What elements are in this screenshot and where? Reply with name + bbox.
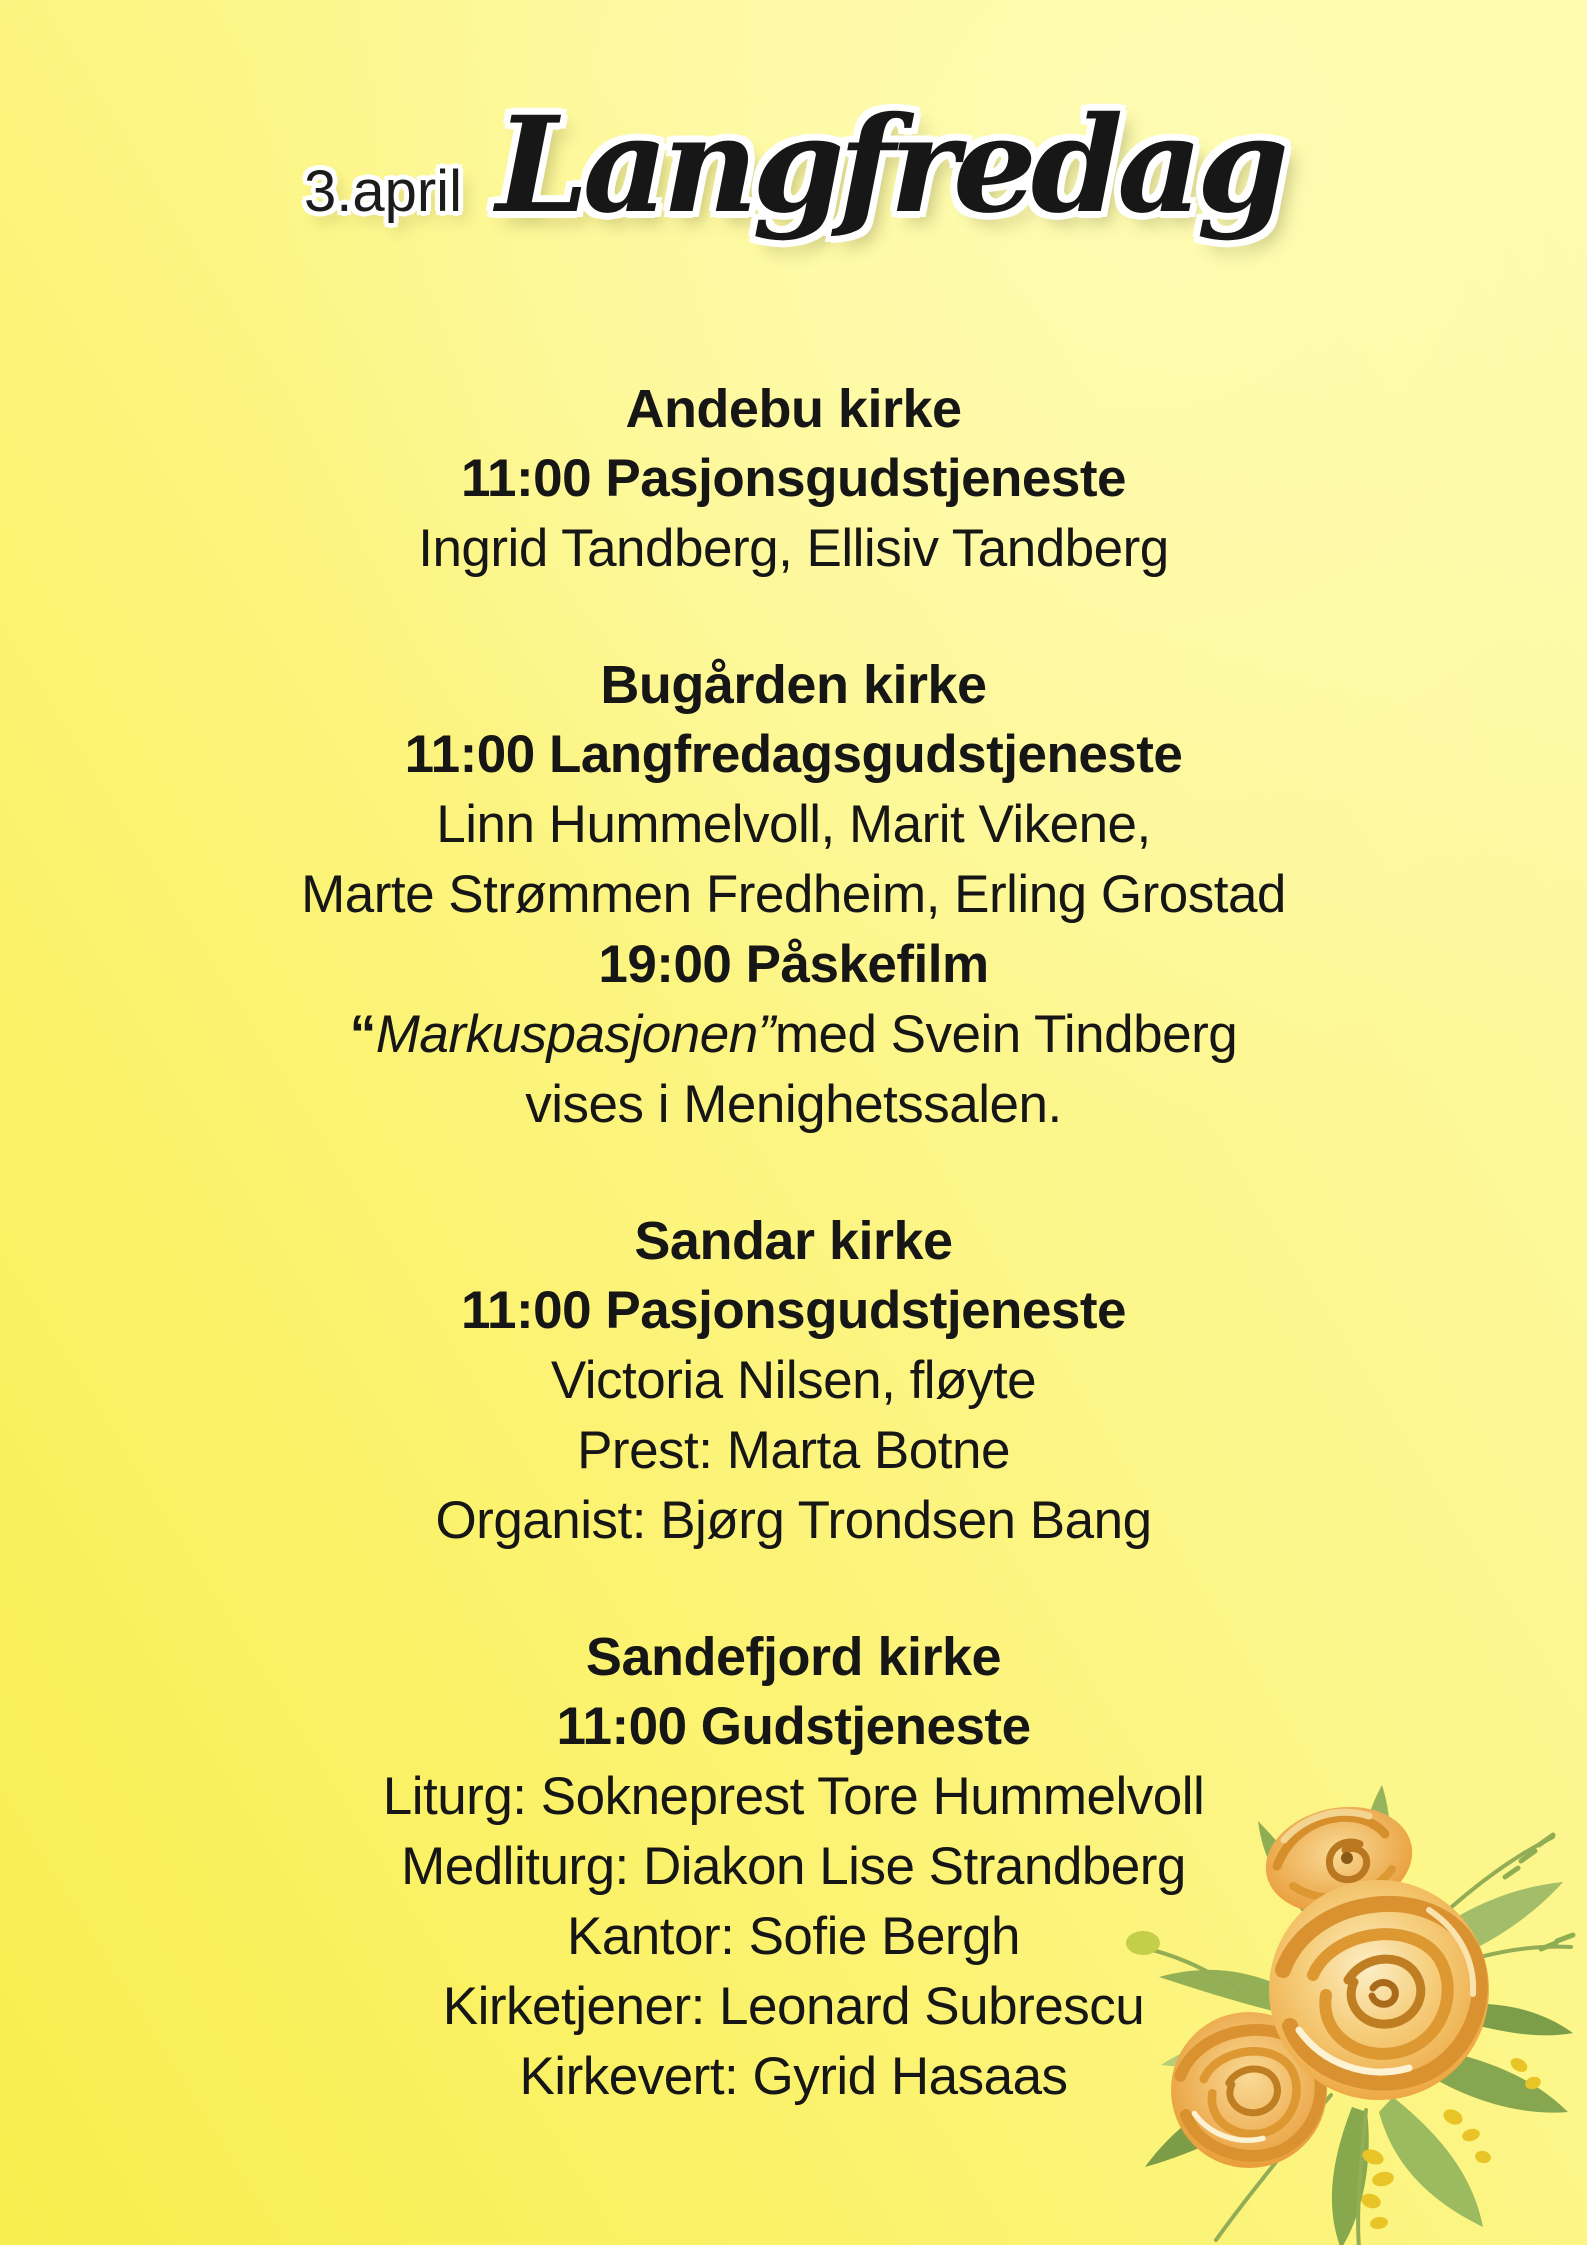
- church-name: Andebu kirke: [625, 379, 962, 439]
- open-quote: “: [349, 1005, 376, 1064]
- participants-line: Organist: Bjørg Trondsen Bang: [435, 1491, 1152, 1550]
- title-row: [0, 88, 1587, 243]
- service-time-line: 11:00 Langfredagsgudstjeneste: [404, 725, 1183, 784]
- service-time-line: 11:00 Pasjonsgudstjeneste: [460, 1281, 1126, 1340]
- church-name: Bugården kirke: [600, 655, 987, 715]
- poster-title: [0, 0, 1587, 374]
- service-time-line: 19:00 Påskefilm: [598, 935, 989, 994]
- participants-line: Marte Strømmen Fredheim, Erling Grostad: [301, 865, 1286, 924]
- church-name: Sandefjord kirke: [585, 1627, 1002, 1687]
- participants-line: Prest: Marta Botne: [577, 1421, 1010, 1480]
- participants-line: Linn Hummelvoll, Marit Vikene,: [436, 795, 1151, 854]
- film-note-line: vises i Menighetssalen.: [525, 1075, 1062, 1134]
- participants-line: Kirkevert: Gyrid Hasaas: [519, 2047, 1068, 2106]
- film-performer: med Svein Tindberg: [774, 1005, 1238, 1064]
- film-title-line: [0, 1000, 1587, 1070]
- service-time-line: 11:00 Pasjonsgudstjeneste: [460, 449, 1126, 508]
- section-sandar-kirke: [0, 1206, 1587, 1556]
- close-quote: ”: [757, 1005, 775, 1064]
- participants-line: Liturg: Sokneprest Tore Hummelvoll: [382, 1767, 1205, 1826]
- church-name: Sandar kirke: [634, 1211, 953, 1271]
- participants-line: Victoria Nilsen, fløyte: [550, 1351, 1037, 1410]
- section-bugarden-kirke: [0, 650, 1587, 1140]
- service-time-line: 11:00 Gudstjeneste: [556, 1697, 1031, 1756]
- participants-line: Medliturg: Diakon Lise Strandberg: [401, 1837, 1186, 1896]
- rose-bouquet-image: [1121, 1765, 1587, 2245]
- title-script-langfredag: Langfredag: [495, 88, 1284, 243]
- title-date: 3.april: [303, 159, 462, 224]
- participants-line: Ingrid Tandberg, Ellisiv Tandberg: [418, 519, 1169, 578]
- participants-line: Kirketjener: Leonard Subrescu: [442, 1977, 1145, 2036]
- rose-large: [1269, 1880, 1489, 2100]
- participants-line: Kantor: Sofie Bergh: [566, 1907, 1021, 1966]
- section-andebu-kirke: [0, 374, 1587, 584]
- film-title: Markuspasjonen: [375, 1005, 758, 1064]
